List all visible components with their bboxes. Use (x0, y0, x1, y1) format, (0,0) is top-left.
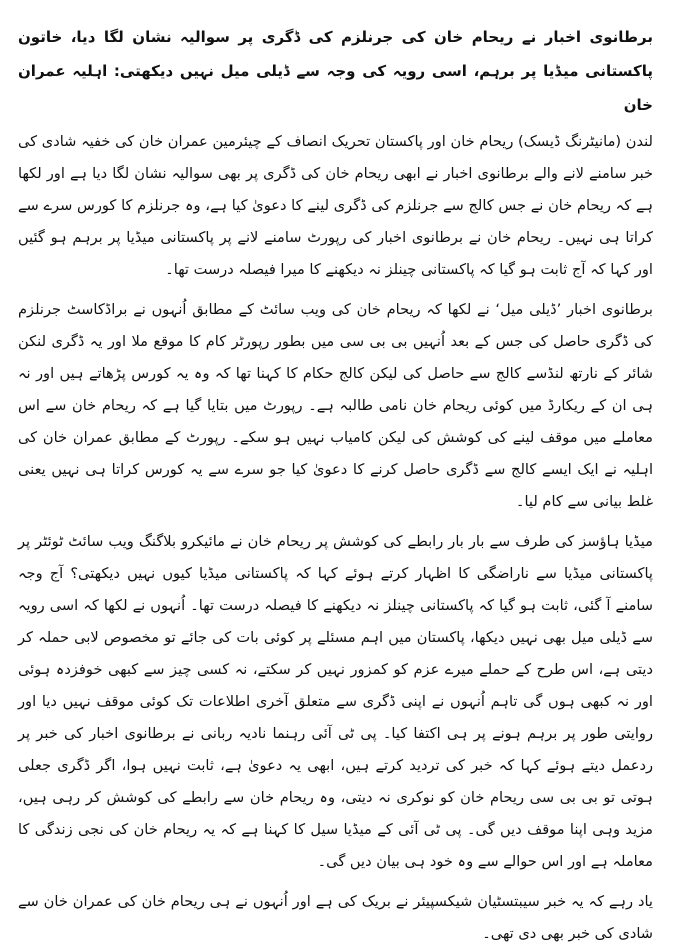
article-headline: برطانوی اخبار نے ریحام خان کی جرنلزم کی ڈگری پر سوالیہ نشان لگا دیا، خاتون پاکستانی میڈیا پر برہم، اسی رویہ کی وجہ سے ڈیلی میل نہیں دیکھتی: اہلیہ عمران خان (18, 28, 653, 114)
article-paragraph-2: برطانوی اخبار ’ڈیلی میل‘ نے لکھا کہ ریحام خان کی ویب سائٹ کے مطابق اُنہوں نے براڈکاسٹ جرنلزم کی ڈگری حاصل کی جس کے بعد اُنہیں بی بی سی میں بطور رپورٹر کام کا موقع ملا اور یہ ڈگری لنکن شائر کے نارتھ لنڈسے کالج سے حاصل کی لیکن کالج حکام کا کہنا تھا کہ وہ یہ کورس پڑھاتے ہیں اور نہ ہی ان کے ریکارڈ میں کوئی ریحام خان نامی طالبہ ہے۔ رپورٹ میں بتایا گیا ہے کہ ریحام خان سے اس معاملے میں موقف لینے کی کوشش کی لیکن کامیاب نہیں ہو سکے۔ رپورٹ کے مطابق عمران خان کی اہلیہ نے ایک ایسے کالج سے ڈگری حاصل کرنے کا دعویٰ کیا جو سرے سے یہ کورس کراتا ہی نہیں یعنی غلط بیانی سے کام لیا۔ (18, 301, 653, 510)
article-paragraph-4: یاد رہے کہ یہ خبر سیبتسٹیان شیکسپیئر نے بریک کی ہے اور اُنہوں نے ہی ریحام خان کی عمران خان سے شادی کی خبر بھی دی تھی۔ (18, 893, 653, 942)
article-paragraph-1: لندن (مانیٹرنگ ڈیسک) ریحام خان اور پاکستان تحریک انصاف کے چیئرمین عمران خان کی خفیہ شادی کی خبر سامنے لانے والے برطانوی اخبار نے ابھی ریحام خان کی ڈگری پر بھی سوالیہ نشان لگا دیا ہے اور لکھا ہے کہ ریحام خان نے جس کالج سے جرنلزم کی ڈگری لینے کا دعویٰ کیا ہے، وہ جرنلزم کا کورس سرے سے کراتا ہی نہیں۔ ریحام خان نے برطانوی اخبار کی رپورٹ سامنے لانے پر پاکستانی میڈیا پر برہم ہو گئیں اور کہا کہ آج ثابت ہو گیا کہ پاکستانی چینلز نہ دیکھنے کا میرا فیصلہ درست تھا۔ (18, 133, 653, 278)
article-paragraph-3: میڈیا ہاؤسز کی طرف سے بار بار رابطے کی کوشش پر ریحام خان نے مائیکرو بلاگنگ ویب سائٹ ٹوئٹر پر پاکستانی میڈیا سے ناراضگی کا اظہار کرتے ہوئے کہا کہ پاکستانی میڈیا کیوں نہیں دیکھتی؟ آج وجہ سامنے آ گئی، ثابت ہو گیا کہ پاکستانی چینلز نہ دیکھنے کا فیصلہ درست تھا۔ اُنہوں نے لکھا کہ اسی رویہ سے ڈیلی میل بھی نہیں دیکھا، پاکستان میں اہم مسئلے پر کوئی بات کی جائے تو مخصوص لابی حملہ کر دیتی ہے، اس طرح کے حملے میرے عزم کو کمزور نہیں کر سکتے، نہ کسی چیز سے کبھی خوفزدہ ہوئی اور نہ کبھی ہوں گی تاہم اُنہوں نے اپنی ڈگری سے متعلق آخری اطلاعات تک کوئی موقف نہیں دیا اور روایتی طور پر برہم ہونے پر ہی اکتفا کیا۔ پی ٹی آئی رہنما نادیہ ربانی نے برطانوی اخبار کی خبر پر ردعمل دیتے ہوئے کہا کہ خبر کی تردید کرتے ہیں، ابھی یہ دعویٰ ہے، ثابت نہیں ہوا، اگر ڈگری جعلی ہوتی تو بی بی سی ریحام خان کو نوکری نہ دیتی، وہ ریحام خان سے رابطے کی کوشش کر رہی ہیں، مزید وہی اپنا موقف دیں گی۔ پی ٹی آئی کے میڈیا سیل کا کہنا ہے کہ یہ ریحام خان کی نجی زندگی کا معاملہ ہے اور اس حوالے سے وہ خود ہی بیان دیں گی۔ (18, 533, 653, 870)
